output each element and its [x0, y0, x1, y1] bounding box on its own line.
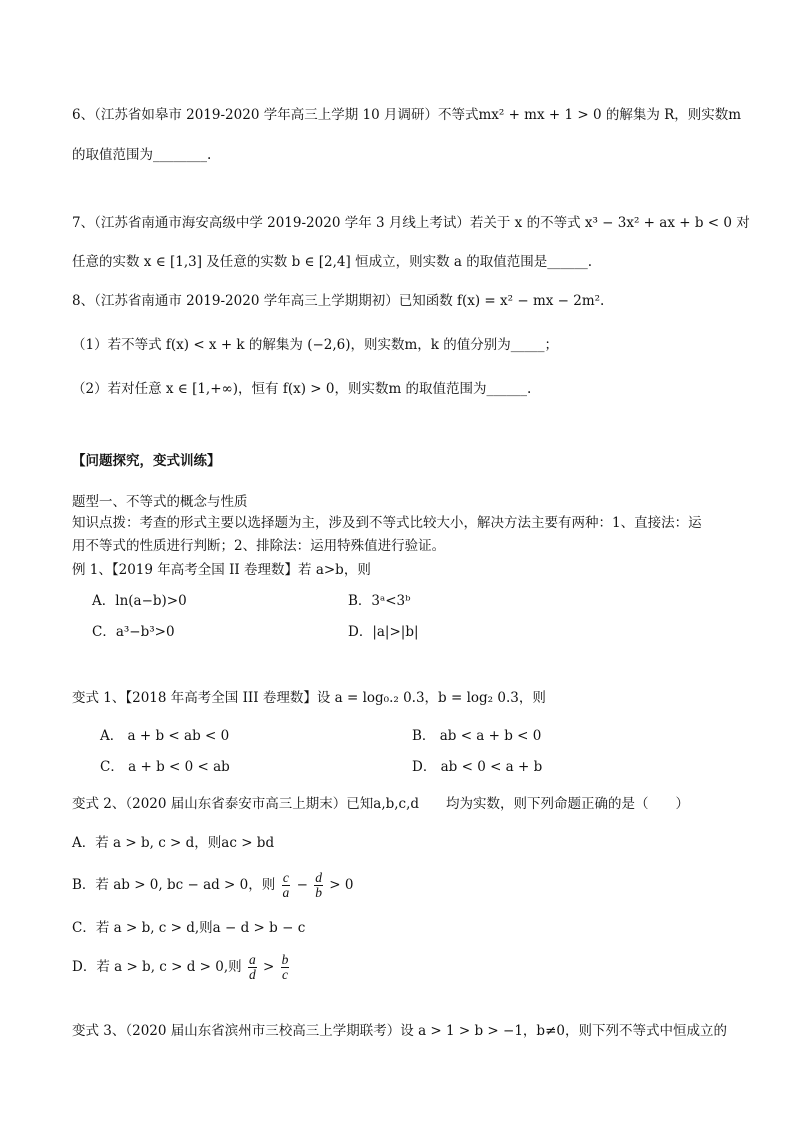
fraction-numerator: a: [248, 952, 256, 967]
variant1-stem: 变式 1、【2018 年高考全国 III 卷理数】设 a = log₀.₂ 0.3，b = log₂ 0.3，则: [72, 690, 546, 706]
variant2-option-b: [72, 868, 353, 902]
variant1-option-a: A． a + b < ab < 0: [100, 728, 230, 744]
example1-option-c: C．a³−b³>0: [92, 624, 175, 640]
example1-stem: 例 1、【2019 年高考全国 II 卷理数】若 a>b，则: [72, 562, 371, 578]
q8-sub1: （1）若不等式 f(x) < x + k 的解集为 (−2,6)，则实数m，k 的值分别为_____；: [72, 337, 559, 353]
example1-option-b: B．3ᵃ<3ᵇ: [348, 593, 411, 609]
greater-than-sign: >: [263, 959, 275, 975]
variant1-option-c: C． a + b < 0 < ab: [100, 759, 230, 775]
variant2-option-d: [72, 950, 291, 984]
variant1-option-b: B． ab < a + b < 0: [412, 728, 542, 744]
type1-title: 题型一、不等式的概念与性质: [72, 494, 248, 510]
fraction-b-over-c: [281, 953, 290, 982]
fraction-c-over-a: [282, 871, 291, 900]
fraction-a-over-d: [248, 953, 257, 982]
type1-tip-line2: 用不等式的性质进行判断；2、排除法：运用特殊值进行验证。: [72, 538, 446, 554]
q6-line1: 6、（江苏省如皋市 2019-2020 学年高三上学期 10 月调研）不等式mx² + mx + 1 > 0 的解集为 R，则实数m: [72, 107, 742, 123]
q7-line1: 7、（江苏省南通市海安高级中学 2019-2020 学年 3 月线上考试）若关于 x 的不等式 x³ − 3x² + ax + b < 0 对: [72, 215, 750, 231]
fraction-d-over-b: [314, 871, 323, 900]
example1-option-d: D．|a|>|b|: [348, 624, 419, 640]
variant2-stem: 变式 2、（2020 届山东省泰安市高三上期末）已知a,b,c,d 均为实数，则下列命题正确的是（ ）: [72, 796, 690, 812]
fraction-denominator: a: [282, 885, 290, 900]
variant2-option-b-suffix: > 0: [329, 877, 354, 893]
q6-line2: 的取值范围为________.: [72, 147, 212, 163]
variant2-option-d-prefix: D．若 a > b, c > d > 0,则: [72, 959, 242, 975]
variant2-option-a: A．若 a > b, c > d，则ac > bd: [72, 835, 275, 851]
variant2-option-c: C．若 a > b, c > d,则a − d > b − c: [72, 920, 306, 936]
fraction-denominator: b: [315, 885, 322, 900]
section-title: 【问题探究，变式训练】: [72, 453, 221, 469]
minus-sign: −: [296, 877, 308, 893]
variant3-stem: 变式 3、（2020 届山东省滨州市三校高三上学期联考）设 a > 1 > b > −1，b≠0，则下列不等式中恒成立的: [72, 1023, 727, 1039]
fraction-denominator: c: [281, 967, 288, 982]
fraction-numerator: d: [315, 870, 322, 885]
q7-line2: 任意的实数 x ∈ [1,3] 及任意的实数 b ∈ [2,4] 恒成立，则实数 a 的取值范围是______.: [72, 254, 592, 270]
fraction-numerator: b: [281, 952, 289, 967]
variant1-option-d: D． ab < 0 < a + b: [412, 759, 543, 775]
example1-option-a: A．ln(a−b)>0: [92, 593, 187, 609]
type1-tip-line1: 知识点拨：考查的形式主要以选择题为主，涉及到不等式比较大小，解决方法主要有两种：1、直接法：运: [72, 515, 702, 531]
q8-line1: 8、（江苏省南通市 2019-2020 学年高三上学期期初）已知函数 f(x) = x² − mx − 2m².: [72, 293, 605, 309]
q8-sub2: （2）若对任意 x ∈ [1,+∞)，恒有 f(x) > 0，则实数m 的取值范围为______.: [72, 381, 532, 397]
fraction-numerator: c: [282, 870, 289, 885]
fraction-denominator: d: [248, 967, 256, 982]
variant2-option-b-prefix: B．若 ab > 0, bc − ad > 0，则: [72, 877, 276, 893]
